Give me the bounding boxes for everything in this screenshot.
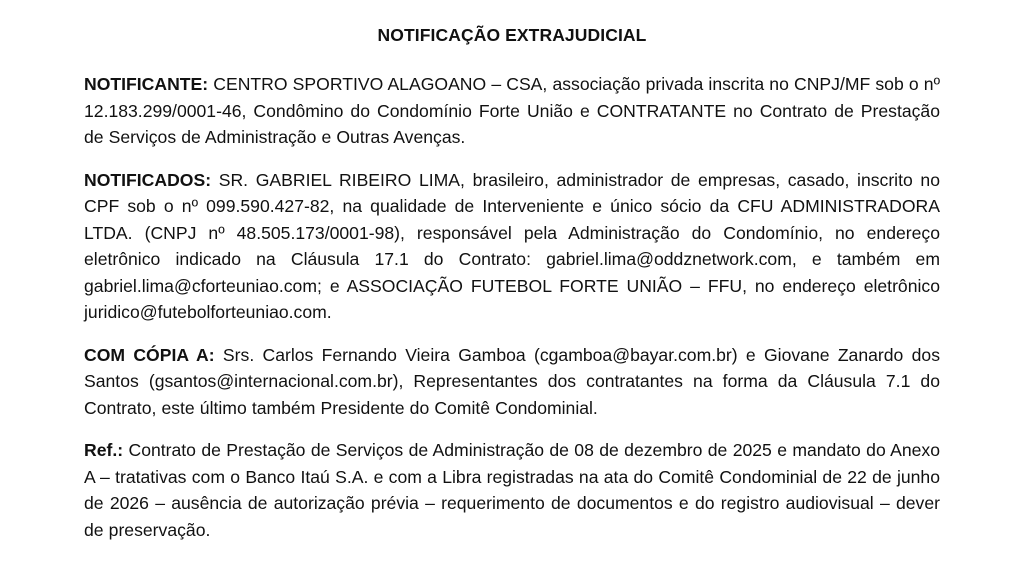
text-ref: Contrato de Prestação de Serviços de Administração de 08 de dezembro de 2025 e mandato do Anexo A – tratativas com o Banco Itaú S.A. e com a Libra registradas na ata do Comitê Condominial de 22 de junho de 2026 – ausência de autorização prévia – requerimento de documentos e do registro audiovisual – dever de preservação.	[84, 440, 941, 540]
label-notificante: NOTIFICANTE:	[84, 74, 209, 94]
paragraph-notificados	[84, 167, 940, 326]
text-com-copia: Srs. Carlos Fernando Vieira Gamboa (cgamboa@bayar.com.br) e Giovane Zanardo dos Santos (gsantos@internacional.com.br), Representantes dos contratantes na forma da Cláusula 7.1 do Contrato, este último também Presidente do Comitê Condominial.	[84, 344, 941, 418]
text-notificante: CENTRO SPORTIVO ALAGOANO – CSA, associação privada inscrita no CNPJ/MF sob o nº 12.183.299/0001-46, Condômino do Condomínio Forte União e CONTRATANTE no Contrato de Prestação de Serviços de Administração e Outras Avenças.	[84, 74, 940, 147]
label-ref: Ref.:	[84, 440, 124, 460]
paragraph-com-copia	[84, 342, 940, 422]
label-notificados: NOTIFICADOS:	[84, 169, 212, 190]
paragraph-notificante	[84, 71, 940, 151]
document-title: NOTIFICAÇÃO EXTRAJUDICIAL	[377, 25, 647, 45]
label-com-copia: COM CÓPIA A:	[84, 344, 215, 365]
text-notificados: SR. GABRIEL RIBEIRO LIMA, brasileiro, administrador de empresas, casado, inscrito no CPF sob o nº 099.590.427-82, na qualidade de Interveniente e único sócio da CFU ADMINISTRADORA LTDA. (CNPJ nº 48.505.173/0001-98), responsável pela Administração do Condomínio, no endereço eletrônico indicado na Cláusula 17.1 do Contrato: gabriel.lima@oddznetwork.com, e também em gabriel.lima@cforteuniao.com; e ASSOCIAÇÃO FUTEBOL FORTE UNIÃO – FFU, no endereço eletrônico juridico@futebolforteuniao.com.	[84, 169, 940, 322]
paragraph-ref	[84, 437, 940, 543]
